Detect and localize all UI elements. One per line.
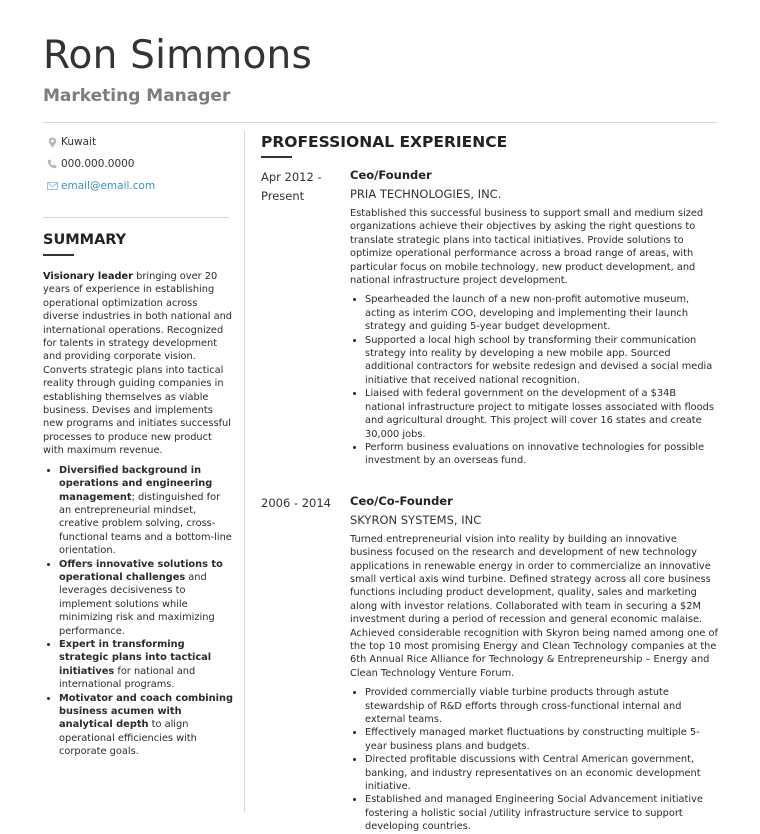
contact-email[interactable] (43, 175, 233, 197)
job-role: Ceo/Co-Founder (350, 493, 453, 508)
list-item: • Liaised with federal government on the development of a $34B national infrastructure project to mitigate losses associated with floods and agricultural drought. This project will cover 16 states and create 30,000 jobs. (365, 387, 718, 441)
bullet-bold: Offers innovative solutions to operational challenges (59, 558, 223, 583)
bullet-bold: Motivator and coach combining business acumen with analytical depth (59, 692, 233, 731)
contact-phone (43, 153, 233, 175)
list-item: • Perform business evaluations on innovative technologies for possible investment by an overseas fund. (365, 441, 718, 468)
job-company: SKYRON SYSTEMS, INC (350, 512, 482, 527)
summary-lead-rest: bringing over 20 years of experience in establishing operational optimization across diverse industries in both national and international operations. Recognized for talents in strategy development and providing corporate vision. Converts strategic plans into tactical reality through guiding companies in establishing themselves as viable business. Devises and implements new programs and initiates successful processes to produce new product with maximum revenue. (43, 271, 233, 457)
list-item: • Spearheaded the launch of a new non-profit automotive museum, acting as interim COO, developing and implementing their launch strategy and guiding 5-year budget development. (365, 293, 718, 333)
contact-location (43, 131, 233, 153)
summary-heading: SUMMARY (43, 232, 127, 248)
column-divider (244, 131, 245, 812)
bullet-rest: to align operational efficiencies with corporate goals. (59, 719, 197, 758)
job-body (350, 494, 718, 834)
job-bullet-list (350, 293, 718, 467)
bullet-bold: Expert in transforming strategic plans into tactical initiatives (59, 638, 212, 677)
job-description: Established this successful business to support small and medium sized organizations achieve their objectives by asking the right questions to translate strategic plans into tactical initiatives. Provide solutions to optimize operational performance across a broad range of areas, with particular focus on mobile technology, new product development, and national infrastructure project development. (350, 208, 704, 287)
experience-heading-bar (261, 156, 292, 158)
list-item: • Supported a local high school by transforming their communication strategy into reality by developing a new mobile app. Sourced additional contractors for website redesign and devised a social media initiative that received national recognition. (365, 334, 718, 388)
job-entry (261, 168, 718, 468)
experience-heading: PROFESSIONAL EXPERIENCE (261, 133, 508, 151)
envelope-icon (43, 182, 61, 190)
header-divider (43, 122, 717, 123)
resume-name: Ron Simmons (43, 33, 312, 78)
job-entry (261, 494, 718, 834)
email-link[interactable]: email@email.com (61, 180, 156, 192)
job-dates: Apr 2012 - Present (261, 170, 322, 203)
list-item (59, 692, 233, 759)
list-item: • Directed profitable discussions with Central American government, banking, and industry representatives on an economic development initiative. (365, 753, 718, 793)
job-role: Ceo/Founder (350, 168, 432, 182)
sidebar (43, 131, 233, 759)
job-body (350, 168, 718, 468)
summary-paragraph (43, 270, 233, 458)
list-item: • Effectively managed market fluctuations by constructing multiple 5-year business plans and budgets. (365, 726, 718, 753)
list-item (59, 638, 233, 692)
bullet-bold: Diversified background in operations and engineering management (59, 464, 213, 503)
list-item (59, 464, 233, 558)
map-pin-icon (43, 137, 61, 148)
main-column (261, 131, 718, 834)
bullet-rest: and leverages decisiveness to implement solutions while minimizing risk and maximizing performance. (59, 571, 215, 637)
location-text: Kuwait (61, 136, 97, 148)
summary-lead-bold: Visionary leader (43, 271, 134, 282)
job-dates: 2006 - 2014 (261, 495, 331, 510)
job-company: PRIA TECHNOLOGIES, INC. (350, 187, 502, 201)
list-item: • Provided commercially viable turbine products through astute stewardship of R&D efforts through cross-functional internal and external teams. (365, 686, 718, 726)
job-title: Marketing Manager (43, 86, 231, 106)
sidebar-divider (43, 217, 229, 218)
phone-icon (43, 159, 61, 169)
summary-heading-bar (43, 254, 74, 256)
bullet-rest: for national and international programs. (59, 665, 196, 691)
job-description: Turned entrepreneurial vision into reality by building an innovative business focused on the research and development of new technology applications in renewable energy in order to commercialize an innovative small vertical axis wind turbine. Defined strategy across all core business functions including product development, quality, sales and marketing along with investor relations. Collaborated with team in securing a $2M investment during a period of recession and general economic malaise. Achieved considerable recognition with Skyron being named among one of the top 10 most promising Energy and Clean Technology companies at the 6th Annual Rice Alliance for Technology & Entrepreneurship – Energy and Clean Technology Venture Forum. (350, 533, 718, 679)
list-item (59, 558, 233, 638)
summary-bullet-list (43, 464, 233, 759)
list-item: • Established and managed Engineering Social Advancement initiative fostering a holistic social /utility infrastructure service to support developing countries. (365, 793, 718, 833)
phone-text: 000.000.0000 (61, 158, 135, 170)
bullet-rest: ; distinguished for an entrepreneurial mindset, creative problem solving, cross-functional teams and a bottom-line orientation. (59, 491, 232, 557)
